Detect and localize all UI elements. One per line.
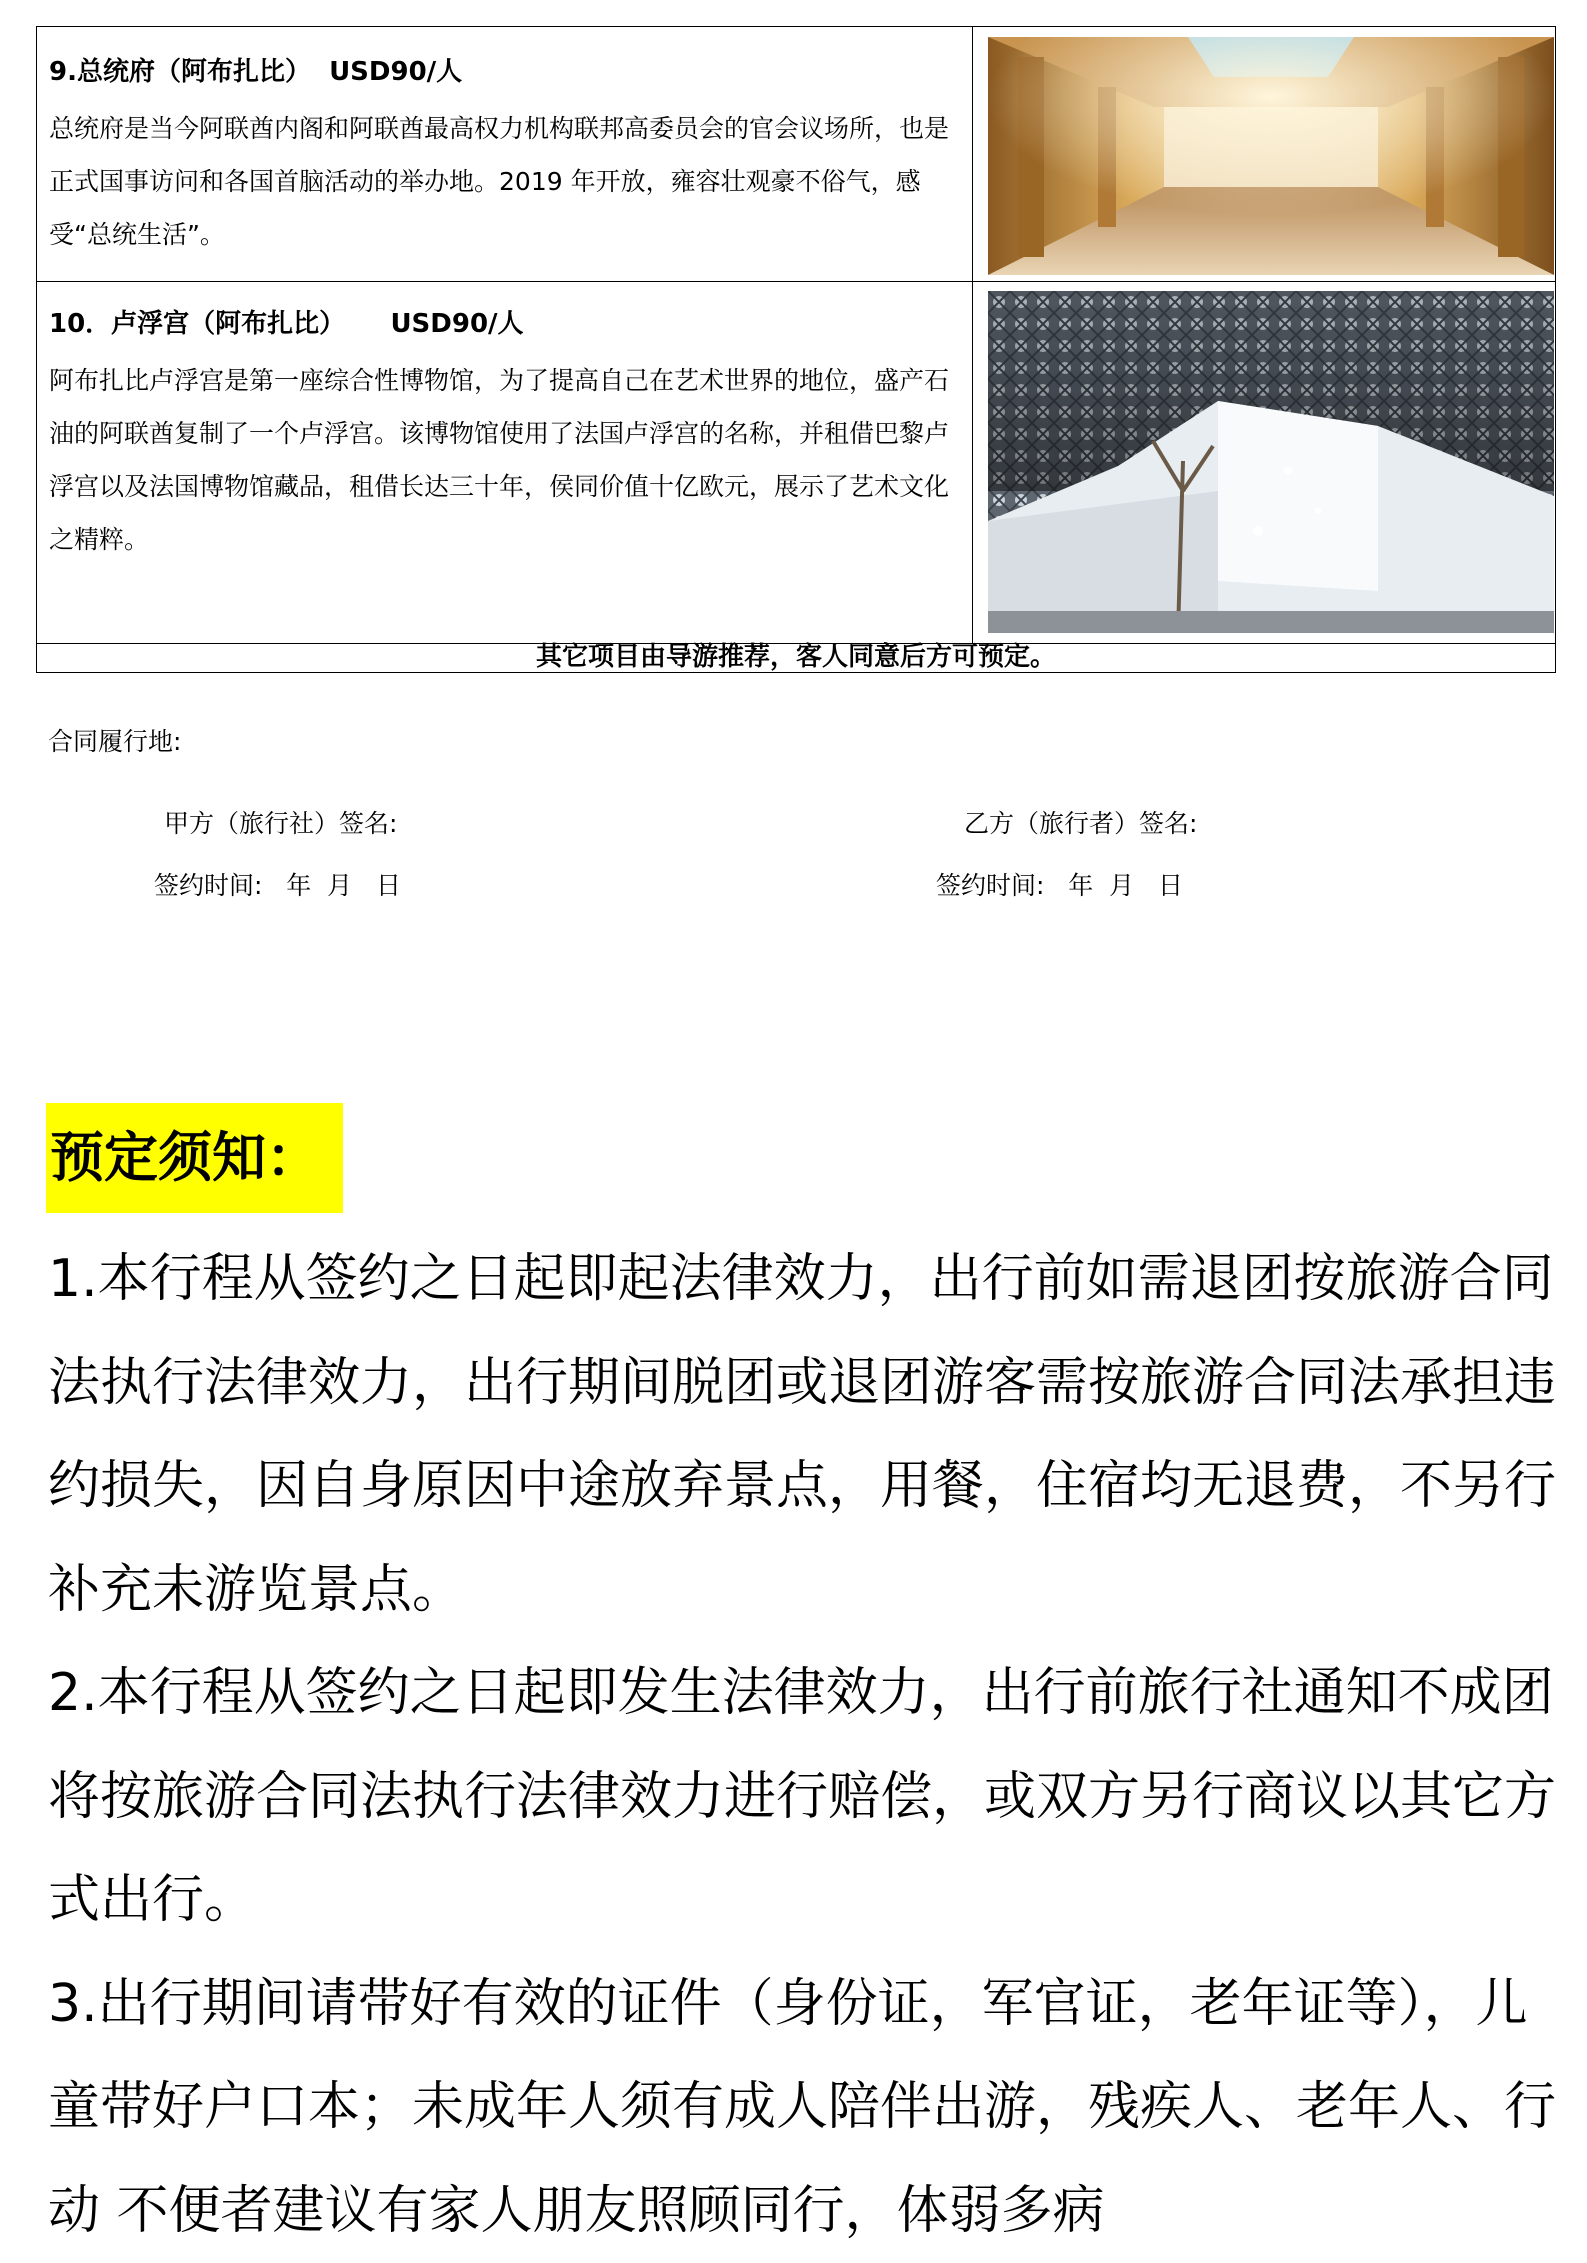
party-a-signature-label: 甲方（旅行社）签名:: [164, 804, 397, 840]
booking-notice-body: [48, 1228, 1560, 2263]
notice-paragraph: 3.出行期间请带好有效的证件（身份证，军官证，老年证等），儿童带好户口本；未成年人须有成人陪伴出游，残疾人、老年人、行动 不便者建议有家人朋友照顾同行，体弱多病: [48, 1953, 1560, 2263]
attraction-title: 10．卢浮宫（阿布扎比） USD90/人: [49, 303, 960, 340]
attraction-row: [37, 27, 1555, 282]
contract-place-label: 合同履行地:: [48, 722, 181, 758]
party-b-sign-date: 签约时间: 年 月 日: [936, 866, 1183, 902]
attraction-text-cell: [37, 281, 973, 643]
notice-paragraph: 1.本行程从签约之日起即起法律效力，出行前如需退团按旅游合同法执行法律效力，出行期间脱团或退团游客需按旅游合同法承担违 约损失，因自身原因中途放弃景点，用餐，住宿均无退费，不另行补充未游览景点。: [48, 1228, 1560, 1642]
table-note-row: [37, 643, 1555, 672]
presidential-palace-photo: [988, 37, 1554, 275]
table-note: 其它项目由导游推荐，客人同意后方可预定。: [37, 643, 1555, 672]
attraction-row: [37, 281, 1555, 644]
party-b-signature-label: 乙方（旅行者）签名:: [964, 804, 1197, 840]
notice-paragraph: 2.本行程从签约之日起即发生法律效力，出行前旅行社通知不成团将按旅游合同法执行法律效力进行赔偿，或双方另行商议以其它方 式出行。: [48, 1642, 1560, 1953]
booking-notice-title: 预定须知：: [46, 1103, 343, 1213]
attraction-text-cell: [37, 27, 973, 281]
attraction-description: 总统府是当今阿联酋内阁和阿联酋最高权力机构联邦高委员会的官会议场所，也是正式国事访问和各国首脑活动的举办地。2019 年开放，雍容壮观豪不俗气，感受“总统生活”。: [49, 102, 960, 261]
attraction-title: 9.总统府（阿布扎比） USD90/人: [49, 51, 960, 88]
attraction-description: 阿布扎比卢浮宫是第一座综合性博物馆，为了提高自己在艺术世界的地位，盛产石油的阿联酋复制了一个卢浮宫。该博物馆使用了法国卢浮宫的名称，并租借巴黎卢浮宫以及法国博物馆藏品，租借长达三十年，侯同价值十亿欧元，展示了艺术文化之精粹。: [49, 354, 960, 566]
louvre-abu-dhabi-photo: [988, 291, 1554, 633]
attractions-table: [36, 26, 1556, 673]
party-a-sign-date: 签约时间: 年 月 日: [154, 866, 401, 902]
